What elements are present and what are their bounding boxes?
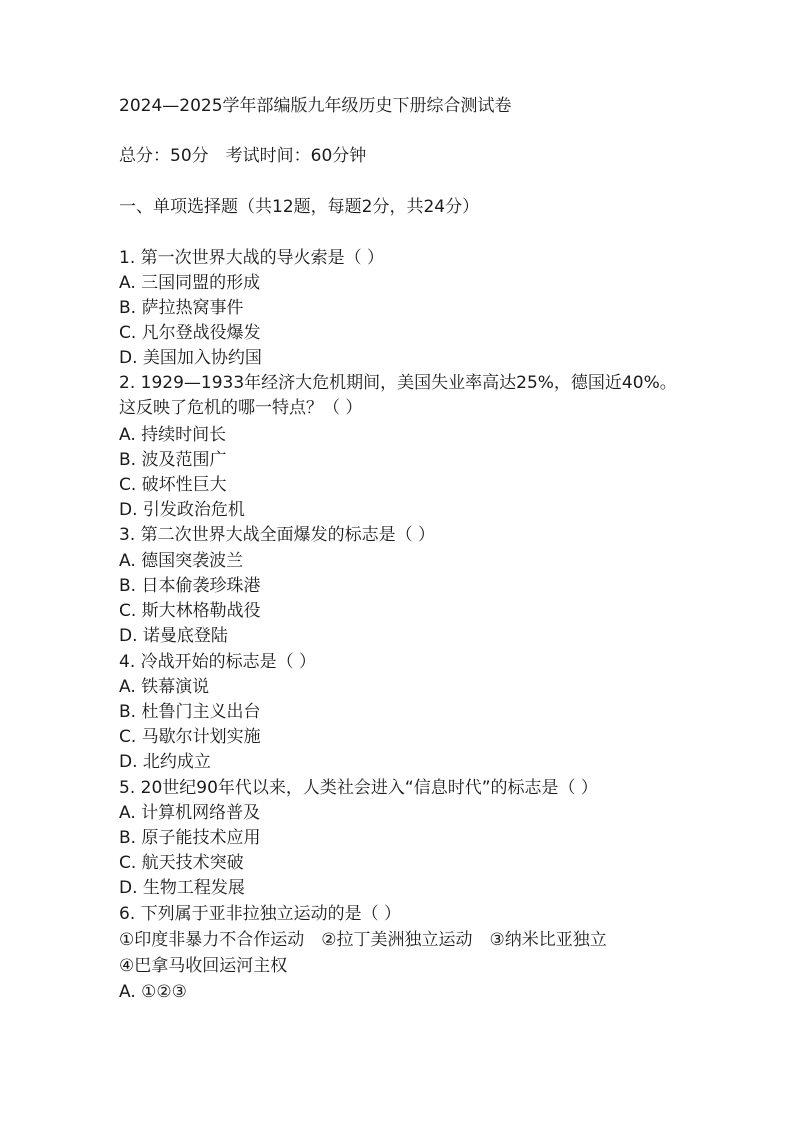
question-2-stem-line-1: 2. 1929—1933年经济大危机期间，美国失业率高达25%，德国近40%。 xyxy=(119,373,677,393)
question-2-stem-line-2: 这反映了危机的哪一特点？（ ） xyxy=(119,398,363,418)
question-5-option-c: C. 航天技术突破 xyxy=(119,853,244,873)
exam-meta: 总分：50分 考试时间：60分钟 xyxy=(119,146,367,166)
question-5-stem: 5. 20世纪90年代以来，人类社会进入“信息时代”的标志是（ ） xyxy=(119,778,598,798)
question-3-option-a: A. 德国突袭波兰 xyxy=(119,551,244,571)
question-1-option-c: C. 凡尔登战役爆发 xyxy=(119,323,261,343)
question-1-stem: 1. 第一次世界大战的导火索是（ ） xyxy=(119,248,385,268)
question-5-option-a: A. 计算机网络普及 xyxy=(119,803,261,823)
question-1-option-b: B. 萨拉热窝事件 xyxy=(119,298,244,318)
question-5-option-b: B. 原子能技术应用 xyxy=(119,828,261,848)
question-3-option-d: D. 诺曼底登陆 xyxy=(119,626,228,646)
question-2-option-b: B. 波及范围广 xyxy=(119,450,227,470)
question-6-items-line-1: ①印度非暴力不合作运动 ②拉丁美洲独立运动 ③纳米比亚独立 xyxy=(119,930,607,950)
question-4-option-d: D. 北约成立 xyxy=(119,752,211,772)
question-4-stem: 4. 冷战开始的标志是（ ） xyxy=(119,652,317,672)
question-2-option-a: A. 持续时间长 xyxy=(119,425,227,445)
question-2-option-c: C. 破坏性巨大 xyxy=(119,475,227,495)
question-1-option-a: A. 三国同盟的形成 xyxy=(119,273,261,293)
question-3-option-c: C. 斯大林格勒战役 xyxy=(119,601,261,621)
section-heading: 一、单项选择题（共12题，每题2分，共24分） xyxy=(119,197,480,217)
question-1-option-d: D. 美国加入协约国 xyxy=(119,348,262,368)
question-3-option-b: B. 日本偷袭珍珠港 xyxy=(119,576,261,596)
question-4-option-b: B. 杜鲁门主义出台 xyxy=(119,702,261,722)
question-4-option-c: C. 马歇尔计划实施 xyxy=(119,727,261,747)
question-3-stem: 3. 第二次世界大战全面爆发的标志是（ ） xyxy=(119,525,436,545)
exam-title: 2024—2025学年部编版九年级历史下册综合测试卷 xyxy=(119,96,512,116)
question-2-option-d: D. 引发政治危机 xyxy=(119,500,245,520)
question-6-items-line-2: ④巴拿马收回运河主权 xyxy=(119,956,288,976)
question-4-option-a: A. 铁幕演说 xyxy=(119,677,210,697)
question-5-option-d: D. 生物工程发展 xyxy=(119,878,245,898)
question-6-stem: 6. 下列属于亚非拉独立运动的是（ ） xyxy=(119,904,402,924)
question-6-option-a: A. ①②③ xyxy=(119,982,187,1002)
